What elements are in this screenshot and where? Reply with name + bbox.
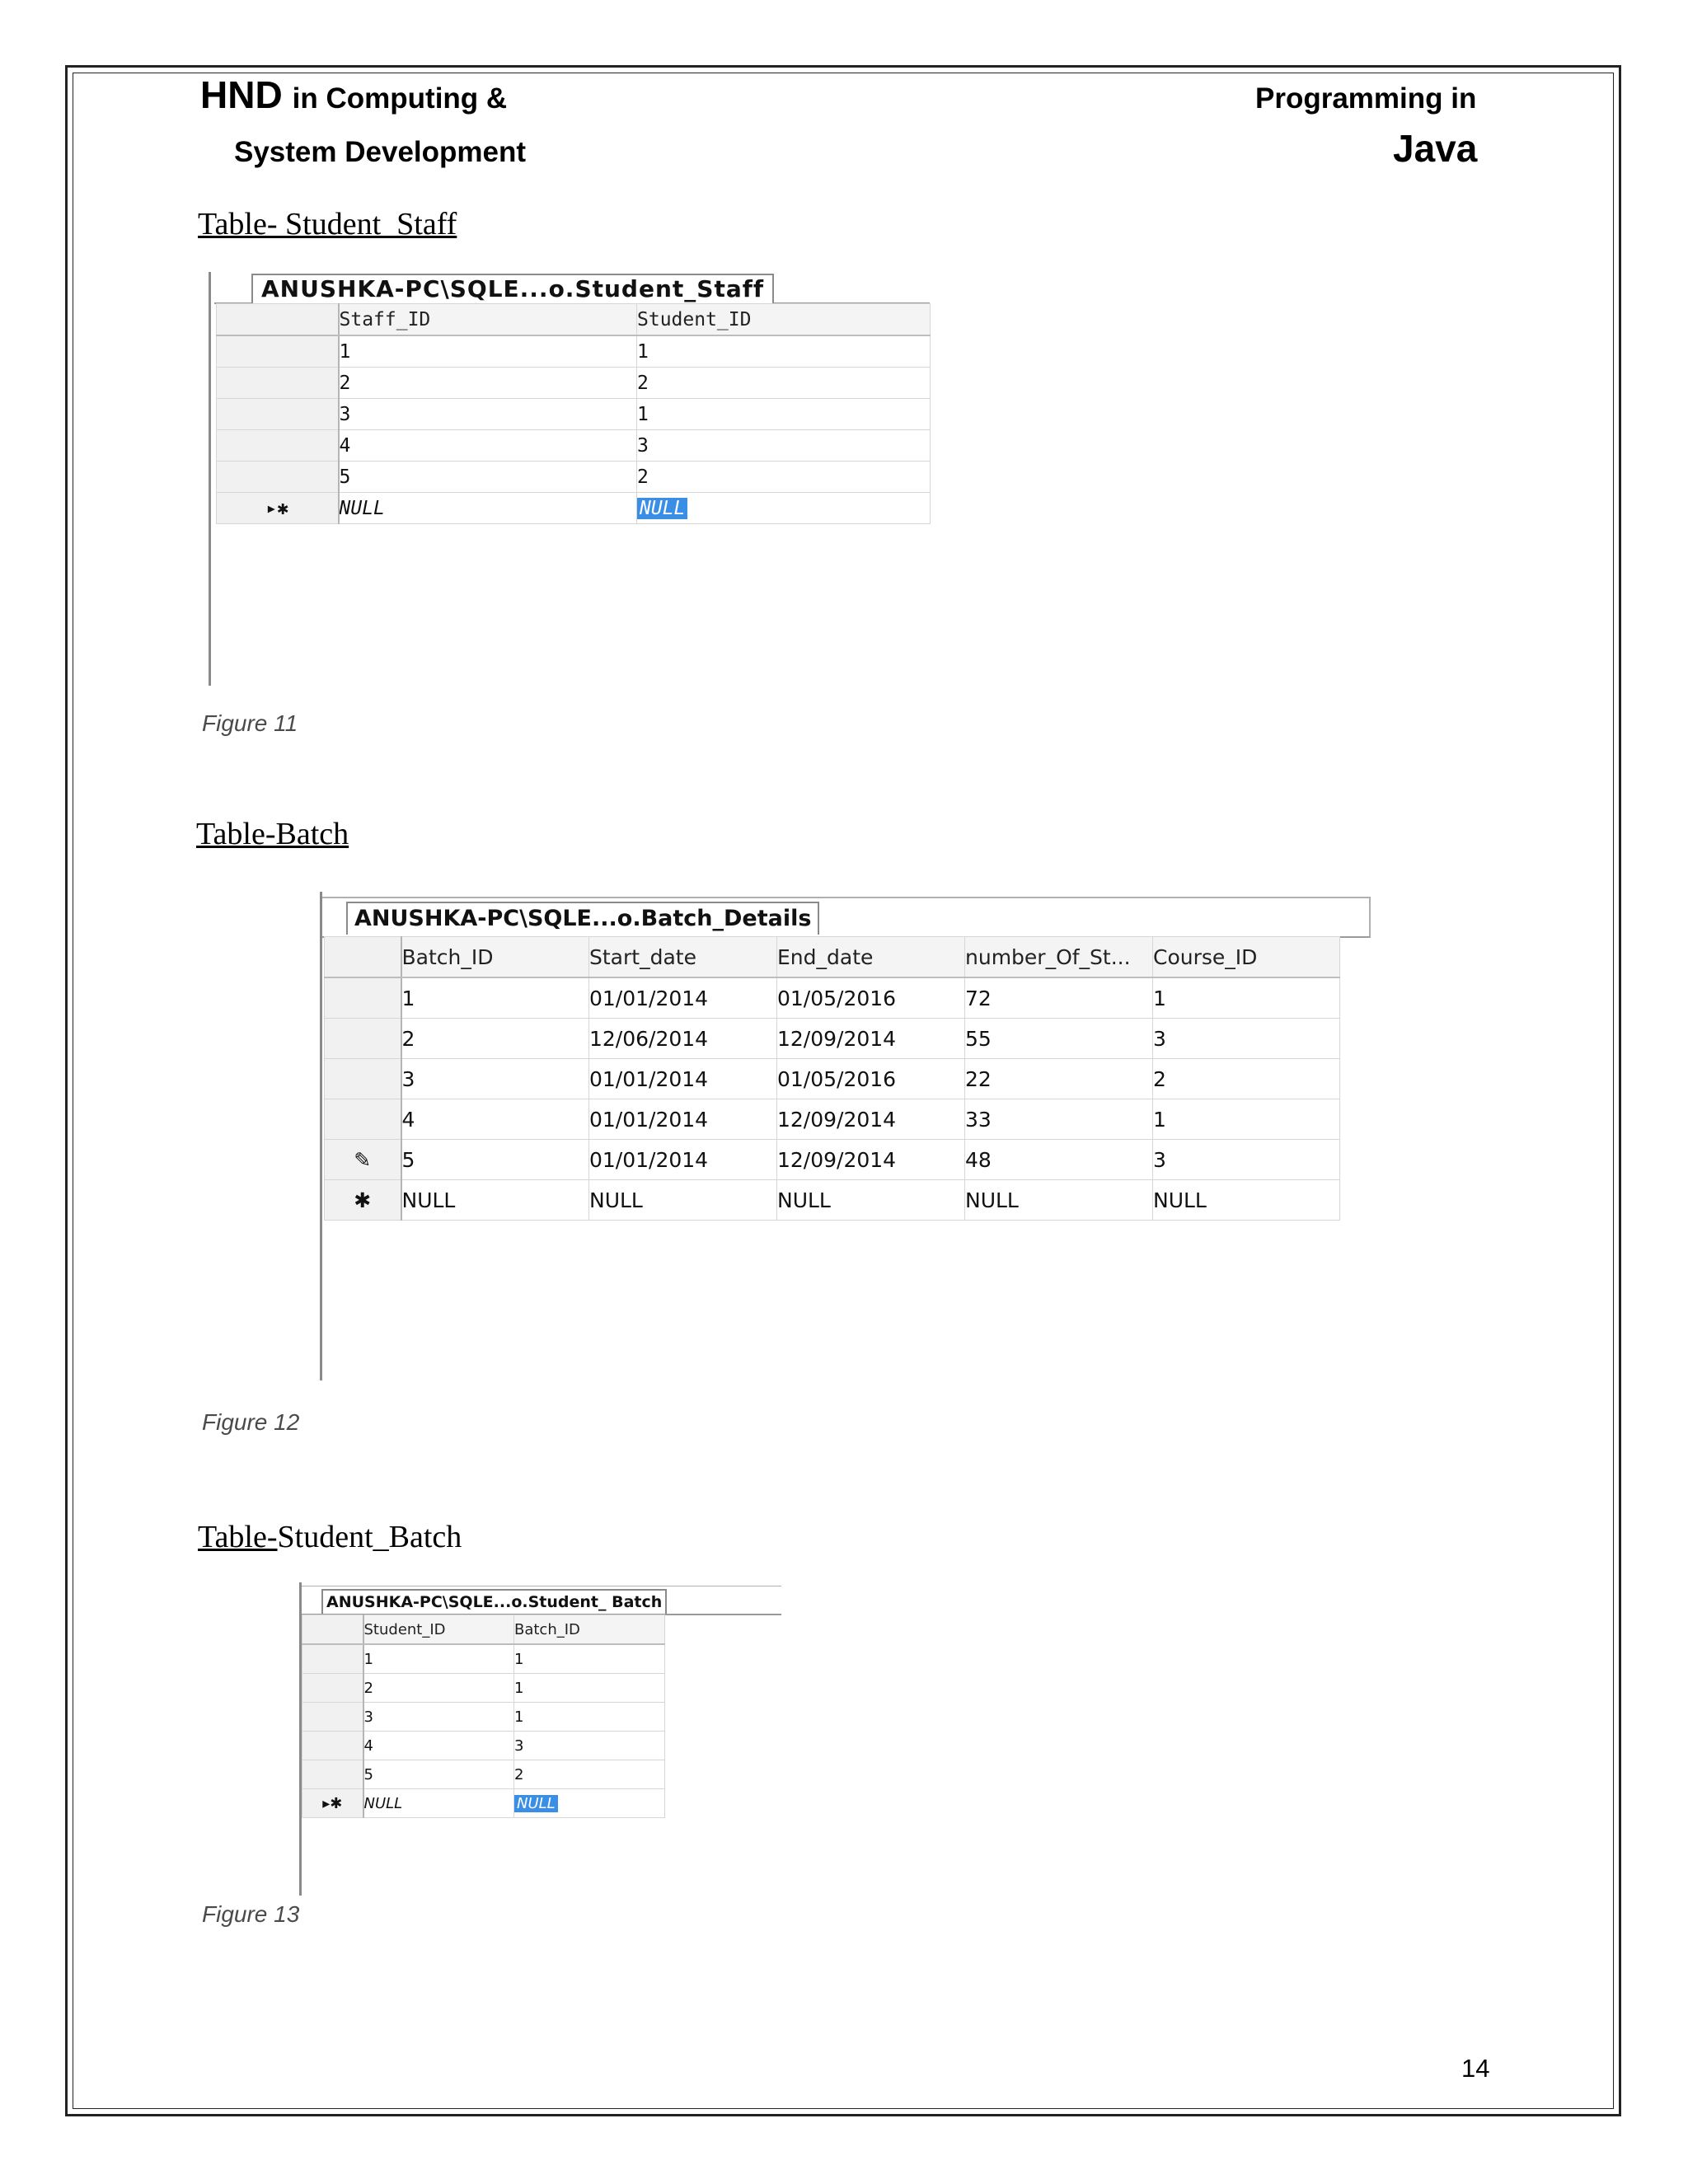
selected-null-value[interactable]: NULL xyxy=(637,498,687,519)
cell-number-of-students[interactable]: 33 xyxy=(965,1099,1153,1140)
header-in-computing: in Computing & xyxy=(292,82,508,115)
new-row-marker-icon[interactable]: ✱ xyxy=(325,1180,401,1221)
cell-start-date[interactable]: 01/01/2014 xyxy=(589,1140,777,1180)
cell-end-date[interactable]: 01/05/2016 xyxy=(777,1059,965,1099)
row-selector[interactable] xyxy=(217,399,339,430)
table-row[interactable] xyxy=(217,335,931,368)
cell-end-date[interactable]: 12/09/2014 xyxy=(777,1140,965,1180)
figure-caption: Figure 11 xyxy=(202,710,298,736)
section-title-batch xyxy=(196,816,349,852)
column-header-student-id[interactable]: Student_ID xyxy=(363,1615,514,1645)
table-header-row xyxy=(217,304,931,336)
cell-start-date[interactable]: 01/01/2014 xyxy=(589,1099,777,1140)
cell-batch-id[interactable]: 5 xyxy=(401,1140,589,1180)
cell-end-date[interactable]: 12/09/2014 xyxy=(777,1099,965,1140)
row-selector[interactable] xyxy=(325,1019,401,1059)
cell-batch-id[interactable]: 1 xyxy=(514,1703,665,1732)
table-row[interactable] xyxy=(302,1760,665,1789)
cell-batch-id[interactable]: 4 xyxy=(401,1099,589,1140)
tab-batch-details[interactable]: ANUSHKA-PC\SQLE...o.Batch_Details xyxy=(346,902,819,935)
header-module-line1: Programming in xyxy=(1255,82,1477,115)
page-number: 14 xyxy=(1461,2054,1490,2083)
cell-student-id[interactable]: 2 xyxy=(637,462,931,493)
cell-student-id[interactable]: 3 xyxy=(363,1703,514,1732)
cell-batch-id[interactable]: 2 xyxy=(401,1019,589,1059)
cell-null-selected[interactable] xyxy=(637,493,931,524)
cell-start-date[interactable]: 12/06/2014 xyxy=(589,1019,777,1059)
table-row[interactable] xyxy=(217,430,931,462)
header-module-line2: Java xyxy=(1393,127,1478,170)
row-selector[interactable] xyxy=(302,1674,363,1703)
table-row[interactable] xyxy=(325,977,1340,1019)
row-selector[interactable] xyxy=(302,1644,363,1674)
cell-null[interactable]: NULL xyxy=(1153,1180,1340,1221)
cell-batch-id[interactable]: 1 xyxy=(401,977,589,1019)
edit-pencil-icon[interactable]: ✎ xyxy=(325,1140,401,1180)
table-row[interactable] xyxy=(217,368,931,399)
cell-course-id[interactable]: 2 xyxy=(1153,1059,1340,1099)
row-selector[interactable] xyxy=(302,1760,363,1789)
table-new-row[interactable] xyxy=(217,493,931,524)
section-title-rest: Student_Staff xyxy=(277,207,457,241)
section-title-student-batch xyxy=(198,1519,462,1555)
cell-student-id[interactable]: 1 xyxy=(637,335,931,368)
grid-left-edge xyxy=(209,272,211,686)
cell-staff-id[interactable]: 1 xyxy=(339,335,637,368)
cell-null[interactable]: NULL xyxy=(777,1180,965,1221)
tab-student-batch[interactable]: ANUSHKA-PC\SQLE...o.Student_ Batch xyxy=(321,1589,667,1614)
section-title-prefix: Table- xyxy=(198,1520,278,1554)
table-header-row xyxy=(325,937,1340,978)
cell-student-id[interactable]: 1 xyxy=(637,399,931,430)
header-system-development: System Development xyxy=(234,136,527,168)
section-title-prefix: Table- xyxy=(198,207,278,241)
figure-caption: Figure 12 xyxy=(202,1409,300,1435)
row-header-corner xyxy=(217,304,339,336)
table-row[interactable] xyxy=(325,1099,1340,1140)
table-row[interactable] xyxy=(302,1644,665,1674)
column-header-number-of-students[interactable]: number_Of_St... xyxy=(965,937,1153,978)
row-selector[interactable] xyxy=(217,335,339,368)
cell-number-of-students[interactable]: 72 xyxy=(965,977,1153,1019)
table-row[interactable] xyxy=(302,1703,665,1732)
cell-null-selected[interactable] xyxy=(514,1789,665,1818)
column-header-end-date[interactable]: End_date xyxy=(777,937,965,978)
row-selector[interactable] xyxy=(302,1703,363,1732)
row-selector[interactable] xyxy=(325,977,401,1019)
cell-course-id[interactable]: 1 xyxy=(1153,977,1340,1019)
cell-start-date[interactable]: 01/01/2014 xyxy=(589,1059,777,1099)
selected-null-value[interactable]: NULL xyxy=(514,1795,558,1812)
cell-staff-id[interactable]: 2 xyxy=(339,368,637,399)
table-row[interactable] xyxy=(325,1019,1340,1059)
column-header-batch-id[interactable]: Batch_ID xyxy=(401,937,589,978)
cell-staff-id[interactable]: 5 xyxy=(339,462,637,493)
cell-student-id[interactable]: 1 xyxy=(363,1644,514,1674)
row-selector[interactable] xyxy=(325,1099,401,1140)
row-selector[interactable] xyxy=(325,1059,401,1099)
column-header-student-id[interactable]: Student_ID xyxy=(637,304,931,336)
cell-batch-id[interactable]: 2 xyxy=(514,1760,665,1789)
cell-course-id[interactable]: 3 xyxy=(1153,1019,1340,1059)
row-selector[interactable] xyxy=(302,1732,363,1760)
row-header-corner xyxy=(302,1615,363,1645)
batch-details-table xyxy=(324,936,1340,1221)
cell-course-id[interactable]: 1 xyxy=(1153,1099,1340,1140)
student-batch-table xyxy=(302,1615,665,1818)
column-header-course-id[interactable]: Course_ID xyxy=(1153,937,1340,978)
cell-student-id[interactable]: 2 xyxy=(637,368,931,399)
table-row[interactable] xyxy=(302,1674,665,1703)
cell-batch-id[interactable]: 3 xyxy=(514,1732,665,1760)
header-hnd: HND xyxy=(200,73,283,116)
cell-number-of-students[interactable]: 22 xyxy=(965,1059,1153,1099)
new-row-marker-icon[interactable]: ▸✱ xyxy=(217,493,339,524)
table-new-row[interactable] xyxy=(325,1180,1340,1221)
cell-start-date[interactable]: 01/01/2014 xyxy=(589,977,777,1019)
column-header-staff-id[interactable]: Staff_ID xyxy=(339,304,637,336)
grid-left-edge xyxy=(320,892,322,1380)
table-row-editing[interactable] xyxy=(325,1140,1340,1180)
table-row[interactable] xyxy=(325,1059,1340,1099)
row-selector[interactable] xyxy=(217,368,339,399)
cell-end-date[interactable]: 12/09/2014 xyxy=(777,1019,965,1059)
cell-end-date[interactable]: 01/05/2016 xyxy=(777,977,965,1019)
header-course-title xyxy=(200,73,507,117)
table-new-row[interactable] xyxy=(302,1789,665,1818)
column-header-batch-id[interactable]: Batch_ID xyxy=(514,1615,665,1645)
table-header-row xyxy=(302,1615,665,1645)
section-title-student-staff xyxy=(198,206,457,242)
cell-staff-id[interactable]: 3 xyxy=(339,399,637,430)
cell-student-id[interactable]: 3 xyxy=(637,430,931,462)
tab-student-staff[interactable]: ANUSHKA-PC\SQLE...o.Student_Staff xyxy=(251,274,774,303)
row-selector[interactable] xyxy=(217,462,339,493)
cell-null[interactable]: NULL xyxy=(363,1789,514,1818)
cell-student-id[interactable]: 2 xyxy=(363,1674,514,1703)
cell-student-id[interactable]: 4 xyxy=(363,1732,514,1760)
cell-null[interactable]: NULL xyxy=(965,1180,1153,1221)
student-staff-table xyxy=(216,303,931,524)
cell-student-id[interactable]: 5 xyxy=(363,1760,514,1789)
cell-number-of-students[interactable]: 48 xyxy=(965,1140,1153,1180)
table-row[interactable] xyxy=(217,399,931,430)
cell-course-id-editing[interactable]: 3 xyxy=(1153,1140,1340,1180)
cell-staff-id[interactable]: 4 xyxy=(339,430,637,462)
cell-null[interactable]: NULL xyxy=(339,493,637,524)
cell-batch-id[interactable]: 1 xyxy=(514,1674,665,1703)
column-header-start-date[interactable]: Start_date xyxy=(589,937,777,978)
cell-number-of-students[interactable]: 55 xyxy=(965,1019,1153,1059)
section-title-prefix: Table-Batch xyxy=(196,817,349,851)
new-row-marker-icon[interactable]: ▸✱ xyxy=(302,1789,363,1818)
cell-null[interactable]: NULL xyxy=(589,1180,777,1221)
cell-batch-id[interactable]: 3 xyxy=(401,1059,589,1099)
table-row[interactable] xyxy=(217,462,931,493)
figure-caption: Figure 13 xyxy=(202,1901,300,1927)
row-header-corner xyxy=(325,937,401,978)
cell-null[interactable]: NULL xyxy=(401,1180,589,1221)
section-title-rest: Student_Batch xyxy=(277,1520,462,1554)
row-selector[interactable] xyxy=(217,430,339,462)
cell-batch-id[interactable]: 1 xyxy=(514,1644,665,1674)
table-row[interactable] xyxy=(302,1732,665,1760)
